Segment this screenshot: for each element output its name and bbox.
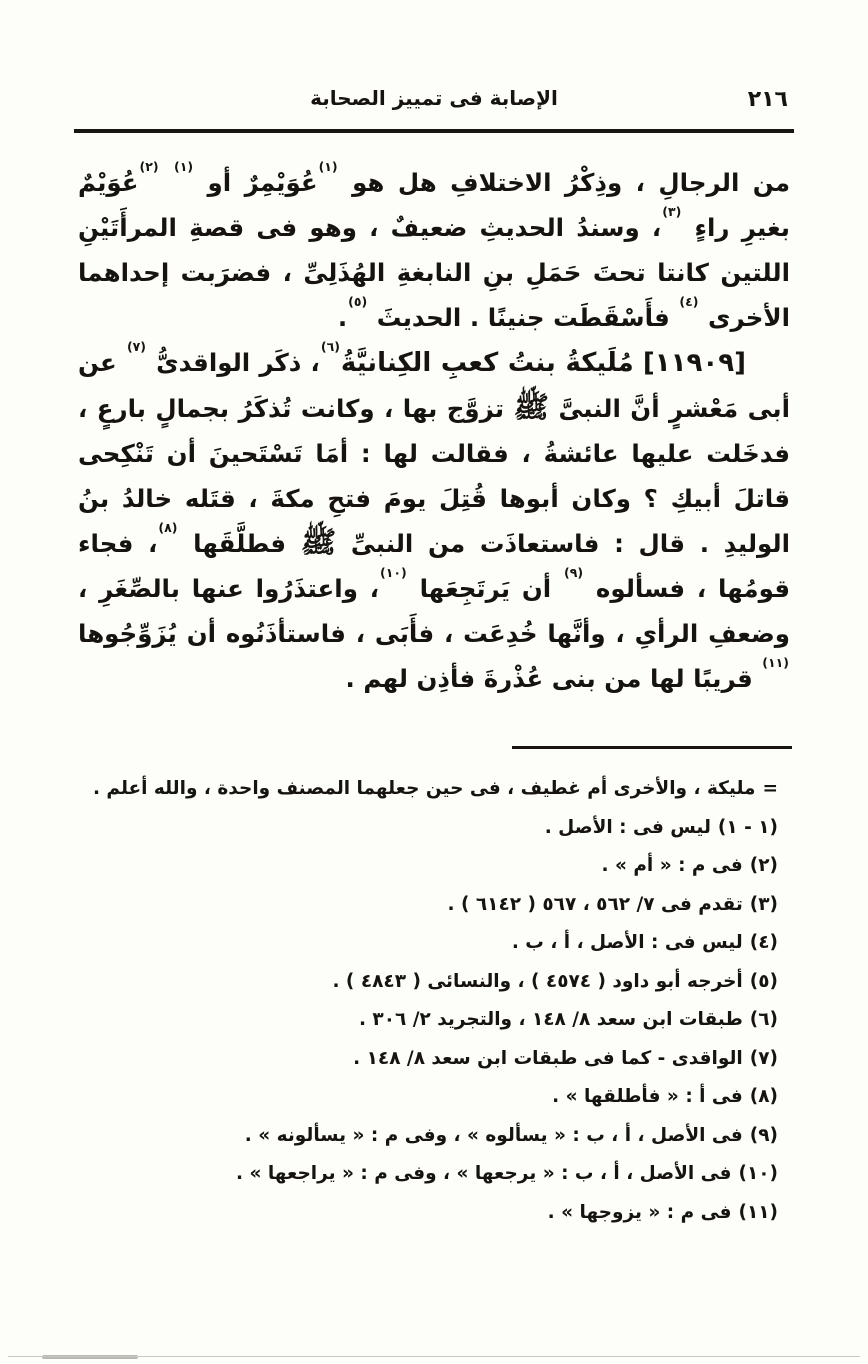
body-text (78, 160, 790, 701)
footnote-text: فى الأصل ، أ ، ب : « يسألوه » ، وفى م : « يسألونه » . (244, 1124, 743, 1146)
footnote-text: مليكة ، والأخرى أم غطيف ، فى حين جعلهما المصنف واحدة ، والله أعلم . (92, 778, 756, 799)
sallallahu-alayhi-wasallam-symbol: ﷺ (513, 390, 550, 424)
page-number: ٢١٦ (747, 87, 788, 112)
entry-paragraph (78, 340, 790, 701)
footnote-marker: (٢) (749, 855, 778, 876)
footnote-text: ليس فى : الأصل ، أ ، ب . (511, 932, 743, 953)
entry-text: $^{(٦)}$، ذكَر الواقدىُّ $^{(٧)}$ عن أبى مَعْشرٍ أنَّ النبىَّ ﷺ تزوَّج بها ، وكانت تُذكَرُ بجمالٍ بارعٍ ، فدخَلت عليها عائشةُ ، فقالت لها : أمَا تَسْتَحينَ أن تَنْكِحى قاتلَ أبيكِ ؟ وكان أبوها قُتِلَ يومَ فتحِ مكةَ ، قتَله خالدُ بنُ الوليدِ . قال : فاستعاذَت من النبىِّ ﷺ فطلَّقَها $^{(٨)}$، فجاء قومُها ، فسألوه $^{(٩)}$ أن يَرتَجِعَها $^{(١٠)}$، واعتذَرُوا عنها بالصِّغَرِ ، وضعفِ الرأىِ ، وأنَّها خُدِعَت ، فأَبَى ، فاستأذَنُوه أن يُزَوِّجُوها $^{(١١)}$ قريبًا لها من بنى عُذْرةَ فأذِن لهم . (78, 338, 790, 693)
footnote (78, 1040, 778, 1079)
footnote-marker: (٥) (749, 970, 778, 992)
footnote-marker: (٩) (749, 1124, 778, 1146)
footnote (78, 770, 778, 809)
entry-name: مُلَيكةُ بنتُ كعبِ الكِنانيَّةُ (340, 348, 634, 378)
footnote-text: طبقات ابن سعد ٨/ ١٤٨ ، والتجريد ٢/ ٣٠٦ . (358, 1009, 743, 1030)
footnote-marker: (٨) (749, 1086, 778, 1107)
footnote-marker: = (762, 778, 778, 799)
footnote (78, 1001, 778, 1040)
footnote-text: فى م : « أم » . (601, 855, 743, 876)
footnote-text: فى م : « يزوجها » . (547, 1201, 732, 1223)
footnote (78, 886, 778, 925)
page-header (78, 86, 790, 120)
footnotes-section (78, 770, 778, 1232)
sallallahu-alayhi-wasallam-symbol: ﷺ (300, 525, 337, 559)
footnote-marker: (٣) (749, 893, 778, 915)
footnote-text: أخرجه أبو داود ( ٤٥٧٤ ) ، والنسائى ( ٤٨٤٣ ) . (332, 970, 743, 992)
footnote-marker: (٤) (749, 932, 778, 953)
footnote (78, 1078, 778, 1117)
footnote (78, 1117, 778, 1156)
paragraph-continuation: من الرجالِ ، وذِكْرُ الاختلافِ هل هو $^{(١)}$عُوَيْمِرٌ أو $^{(١)}$ $^{(٢)}$عُوَيْمٌ بغيرِ راءٍ $^{(٣)}$، وسندُ الحديثِ ضعيفٌ ، وهو فى قصةِ المرأَتَيْنِ اللتين كانتا تحتَ حَمَلِ بنِ النابغةِ الهُذَلِىِّ ، فضرَبت إحداهما الأخرى $^{(٤)}$ فأَسْقَطَت جنينًا . الحديثَ $^{(٥)}$. (78, 158, 791, 332)
page-bottom-edge (8, 1356, 860, 1357)
footnote-text: الواقدى - كما فى طبقات ابن سعد ٨/ ١٤٨ . (353, 1047, 743, 1069)
footnote-text: فى الأصل ، أ ، ب : « يرجعها » ، وفى م : « يراجعها » . (235, 1163, 732, 1184)
footnote-text: تقدم فى ٧/ ٥٦٢ ، ٥٦٧ ( ٦١٤٢ ) . (447, 893, 743, 915)
footnote-text: ليس فى : الأصل . (544, 816, 711, 838)
footnote-text: فى أ : « فأطلقها » . (552, 1086, 743, 1107)
footnote-marker: (١ - ١) (717, 816, 778, 838)
footnote (78, 809, 778, 848)
footnote (78, 1194, 778, 1233)
footnote-marker: (١٠) (738, 1163, 778, 1184)
footnote (78, 1155, 778, 1194)
footnote (78, 924, 778, 963)
entry-number: [١١٩٠٩] (642, 348, 746, 378)
header-rule (74, 129, 794, 133)
footnote-marker: (٧) (749, 1047, 778, 1069)
footnote-marker: (١١) (738, 1201, 778, 1223)
footnote-separator (512, 746, 792, 749)
footnote (78, 963, 778, 1002)
running-title: الإصابة فى تمييز الصحابة (310, 86, 558, 110)
footnote (78, 847, 778, 886)
footnote-marker: (٦) (749, 1009, 778, 1030)
